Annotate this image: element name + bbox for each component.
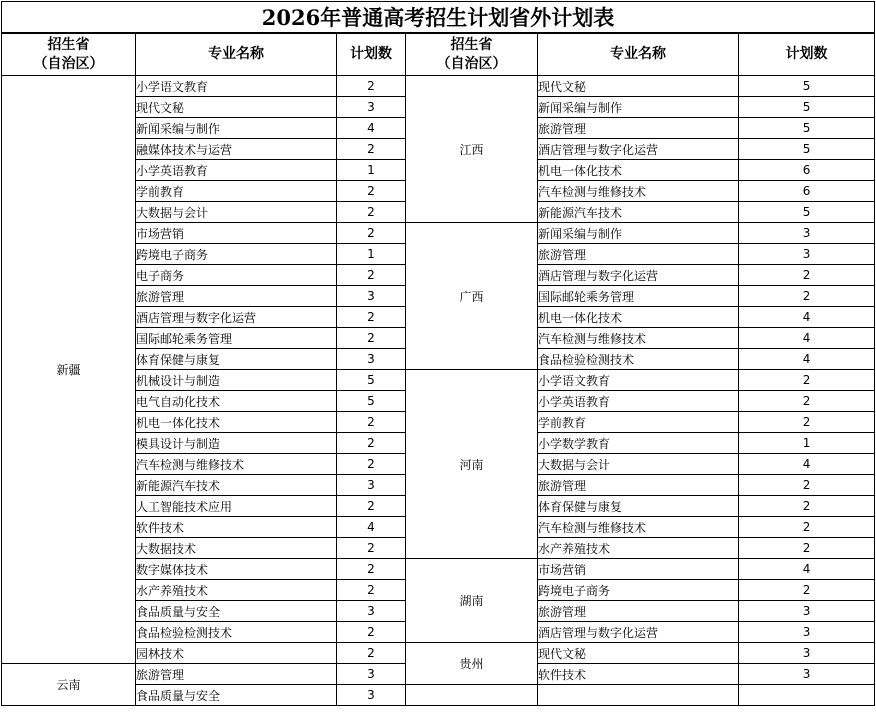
major-name-cell: 市场营销 bbox=[136, 223, 337, 244]
major-name-cell: 国际邮轮乘务管理 bbox=[538, 286, 739, 307]
plan-count-cell: 3 bbox=[739, 601, 875, 622]
plan-count-cell: 3 bbox=[337, 685, 406, 706]
major-name-cell: 汽车检测与维修技术 bbox=[538, 517, 739, 538]
plan-count-cell: 2 bbox=[337, 328, 406, 349]
plan-count-cell: 4 bbox=[739, 349, 875, 370]
plan-count-cell: 3 bbox=[337, 601, 406, 622]
plan-count-cell: 2 bbox=[337, 412, 406, 433]
plan-count-cell: 5 bbox=[739, 202, 875, 223]
major-name-cell: 旅游管理 bbox=[136, 664, 337, 685]
plan-count-cell: 3 bbox=[337, 475, 406, 496]
plan-count-cell: 2 bbox=[739, 265, 875, 286]
major-name-cell: 模具设计与制造 bbox=[136, 433, 337, 454]
major-name-cell: 小学语文教育 bbox=[136, 76, 337, 97]
major-name-cell: 新闻采编与制作 bbox=[538, 97, 739, 118]
major-name-cell: 国际邮轮乘务管理 bbox=[136, 328, 337, 349]
plan-count-cell: 2 bbox=[337, 538, 406, 559]
header-count-right: 计划数 bbox=[739, 33, 875, 76]
plan-count-cell: 1 bbox=[337, 160, 406, 181]
plan-count-cell: 2 bbox=[337, 643, 406, 664]
major-name-cell: 汽车检测与维修技术 bbox=[538, 181, 739, 202]
plan-count-cell: 1 bbox=[739, 433, 875, 454]
major-name-cell: 跨境电子商务 bbox=[136, 244, 337, 265]
plan-count-cell: 3 bbox=[739, 664, 875, 685]
plan-count-cell: 2 bbox=[337, 454, 406, 475]
plan-count-cell: 5 bbox=[739, 139, 875, 160]
header-major-left: 专业名称 bbox=[136, 33, 337, 76]
major-name-cell: 机电一体化技术 bbox=[136, 412, 337, 433]
plan-count-cell: 3 bbox=[337, 97, 406, 118]
major-name-cell: 新能源汽车技术 bbox=[136, 475, 337, 496]
province-cell bbox=[406, 685, 538, 706]
plan-count-cell: 2 bbox=[337, 496, 406, 517]
plan-count-cell: 5 bbox=[337, 391, 406, 412]
plan-count-cell: 2 bbox=[337, 265, 406, 286]
province-cell: 河南 bbox=[406, 370, 538, 559]
plan-count-cell: 3 bbox=[739, 643, 875, 664]
province-cell: 广西 bbox=[406, 223, 538, 370]
major-name-cell: 学前教育 bbox=[538, 412, 739, 433]
plan-count-cell: 3 bbox=[739, 223, 875, 244]
header-province-right bbox=[406, 33, 538, 76]
major-name-cell: 旅游管理 bbox=[538, 601, 739, 622]
plan-count-cell: 3 bbox=[337, 664, 406, 685]
header-province-line2: （自治区） bbox=[33, 55, 104, 72]
major-name-cell: 小学英语教育 bbox=[136, 160, 337, 181]
table-title: 2026年普通高考招生计划省外计划表 bbox=[2, 2, 875, 34]
major-name-cell: 跨境电子商务 bbox=[538, 580, 739, 601]
major-name-cell: 市场营销 bbox=[538, 559, 739, 580]
major-name-cell: 水产养殖技术 bbox=[136, 580, 337, 601]
major-name-cell: 现代文秘 bbox=[538, 643, 739, 664]
major-name-cell: 学前教育 bbox=[136, 181, 337, 202]
major-name-cell: 食品质量与安全 bbox=[136, 601, 337, 622]
major-name-cell: 大数据技术 bbox=[136, 538, 337, 559]
plan-count-cell: 5 bbox=[739, 76, 875, 97]
plan-count-cell: 2 bbox=[337, 580, 406, 601]
province-cell: 云南 bbox=[2, 664, 136, 706]
major-name-cell: 小学语文教育 bbox=[538, 370, 739, 391]
plan-count-cell: 2 bbox=[337, 559, 406, 580]
plan-count-cell: 2 bbox=[337, 223, 406, 244]
major-name-cell: 酒店管理与数字化运营 bbox=[538, 622, 739, 643]
major-name-cell: 汽车检测与维修技术 bbox=[538, 328, 739, 349]
table-row bbox=[2, 76, 875, 97]
major-name-cell: 酒店管理与数字化运营 bbox=[538, 139, 739, 160]
major-name-cell: 机械设计与制造 bbox=[136, 370, 337, 391]
plan-count-cell: 3 bbox=[739, 622, 875, 643]
major-name-cell: 融媒体技术与运营 bbox=[136, 139, 337, 160]
major-name-cell: 现代文秘 bbox=[136, 97, 337, 118]
plan-count-cell: 4 bbox=[337, 517, 406, 538]
major-name-cell: 旅游管理 bbox=[136, 286, 337, 307]
header-province-line2: （自治区） bbox=[436, 55, 507, 72]
major-name-cell: 新闻采编与制作 bbox=[538, 223, 739, 244]
major-name-cell: 小学英语教育 bbox=[538, 391, 739, 412]
plan-count-cell: 4 bbox=[739, 454, 875, 475]
province-cell: 新疆 bbox=[2, 76, 136, 664]
major-name-cell: 人工智能技术应用 bbox=[136, 496, 337, 517]
major-name-cell: 小学数学教育 bbox=[538, 433, 739, 454]
major-name-cell: 软件技术 bbox=[136, 517, 337, 538]
major-name-cell: 园林技术 bbox=[136, 643, 337, 664]
plan-count-cell: 3 bbox=[337, 349, 406, 370]
major-name-cell: 大数据与会计 bbox=[538, 454, 739, 475]
header-province-line1: 招生省 bbox=[47, 36, 90, 53]
major-name-cell: 机电一体化技术 bbox=[538, 160, 739, 181]
plan-count-cell: 2 bbox=[337, 622, 406, 643]
plan-count-cell: 2 bbox=[739, 496, 875, 517]
plan-count-cell: 2 bbox=[337, 139, 406, 160]
plan-count-cell: 5 bbox=[739, 118, 875, 139]
major-name-cell: 酒店管理与数字化运营 bbox=[136, 307, 337, 328]
major-name-cell: 食品检验检测技术 bbox=[538, 349, 739, 370]
major-name-cell: 汽车检测与维修技术 bbox=[136, 454, 337, 475]
header-count-left: 计划数 bbox=[337, 33, 406, 76]
plan-count-cell: 2 bbox=[739, 391, 875, 412]
major-name-cell: 现代文秘 bbox=[538, 76, 739, 97]
plan-count-cell: 2 bbox=[337, 433, 406, 454]
header-province-line1: 招生省 bbox=[450, 36, 493, 53]
header-province-left bbox=[2, 33, 136, 76]
major-name-cell: 大数据与会计 bbox=[136, 202, 337, 223]
major-name-cell: 水产养殖技术 bbox=[538, 538, 739, 559]
major-name-cell: 旅游管理 bbox=[538, 244, 739, 265]
major-name-cell: 旅游管理 bbox=[538, 118, 739, 139]
plan-count-cell: 1 bbox=[337, 244, 406, 265]
plan-count-cell: 4 bbox=[739, 559, 875, 580]
major-name-cell: 食品质量与安全 bbox=[136, 685, 337, 706]
major-name-cell: 电子商务 bbox=[136, 265, 337, 286]
plan-count-cell: 4 bbox=[739, 328, 875, 349]
plan-count-cell: 2 bbox=[337, 181, 406, 202]
major-name-cell: 新闻采编与制作 bbox=[136, 118, 337, 139]
major-name-cell: 旅游管理 bbox=[538, 475, 739, 496]
major-name-cell: 酒店管理与数字化运营 bbox=[538, 265, 739, 286]
plan-count-cell: 6 bbox=[739, 181, 875, 202]
plan-sheet bbox=[1, 1, 874, 720]
table-body bbox=[2, 76, 875, 706]
major-name-cell: 数字媒体技术 bbox=[136, 559, 337, 580]
plan-count-cell: 6 bbox=[739, 160, 875, 181]
plan-count-cell: 2 bbox=[337, 76, 406, 97]
plan-count-cell: 2 bbox=[739, 286, 875, 307]
plan-count-cell: 2 bbox=[739, 538, 875, 559]
plan-count-cell: 2 bbox=[739, 412, 875, 433]
enrollment-plan-table bbox=[1, 1, 875, 706]
plan-count-cell: 2 bbox=[739, 580, 875, 601]
plan-count-cell: 3 bbox=[337, 286, 406, 307]
major-name-cell: 电气自动化技术 bbox=[136, 391, 337, 412]
plan-count-cell: 5 bbox=[739, 97, 875, 118]
plan-count-cell: 2 bbox=[337, 307, 406, 328]
province-cell: 湖南 bbox=[406, 559, 538, 643]
header-major-right: 专业名称 bbox=[538, 33, 739, 76]
major-name-cell: 体育保健与康复 bbox=[136, 349, 337, 370]
plan-count-cell bbox=[739, 685, 875, 706]
province-cell: 江西 bbox=[406, 76, 538, 223]
major-name-cell: 新能源汽车技术 bbox=[538, 202, 739, 223]
major-name-cell: 食品检验检测技术 bbox=[136, 622, 337, 643]
major-name-cell bbox=[538, 685, 739, 706]
plan-count-cell: 5 bbox=[337, 370, 406, 391]
plan-count-cell: 2 bbox=[739, 370, 875, 391]
plan-count-cell: 2 bbox=[739, 517, 875, 538]
plan-count-cell: 2 bbox=[337, 202, 406, 223]
plan-count-cell: 4 bbox=[337, 118, 406, 139]
plan-count-cell: 3 bbox=[739, 244, 875, 265]
major-name-cell: 软件技术 bbox=[538, 664, 739, 685]
province-cell: 贵州 bbox=[406, 643, 538, 685]
major-name-cell: 体育保健与康复 bbox=[538, 496, 739, 517]
major-name-cell: 机电一体化技术 bbox=[538, 307, 739, 328]
plan-count-cell: 4 bbox=[739, 307, 875, 328]
plan-count-cell: 2 bbox=[739, 475, 875, 496]
